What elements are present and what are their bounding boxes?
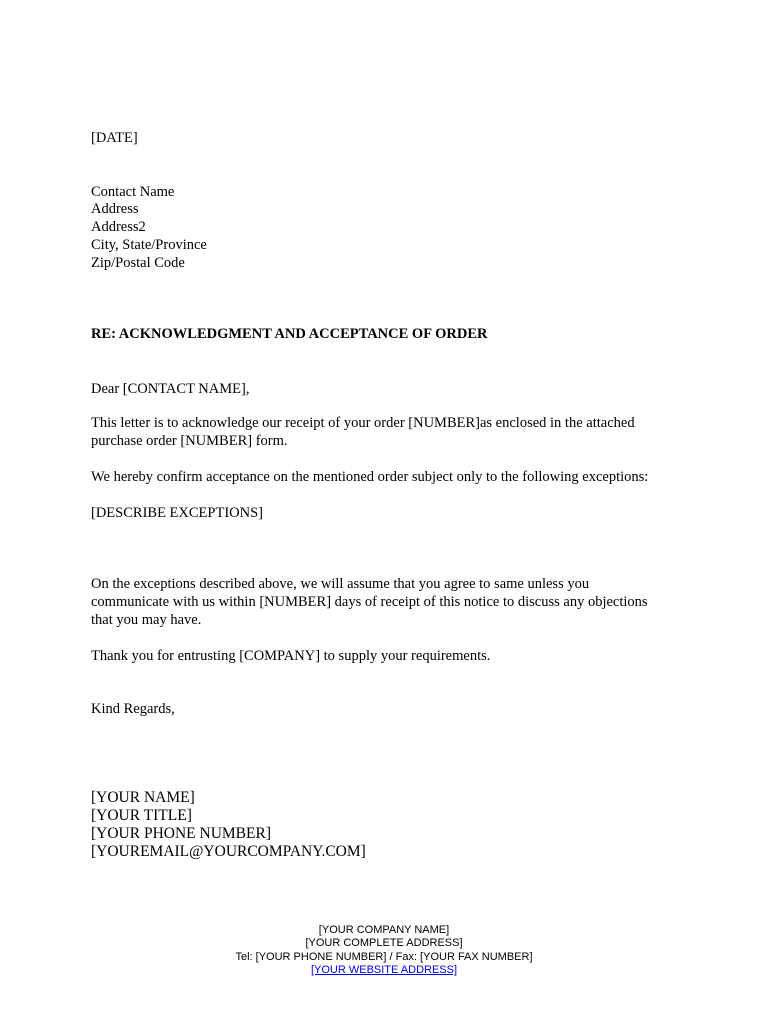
paragraph-line: purchase order [NUMBER] form. (91, 433, 288, 449)
paragraph-line: On the exceptions described above, we will assume that you agree to same unless you (91, 576, 590, 592)
footer-address: [YOUR COMPLETE ADDRESS] (305, 937, 463, 949)
footer-contact: Tel: [YOUR PHONE NUMBER] / Fax: [YOUR FAX NUMBER] (235, 951, 533, 963)
footer-website-link[interactable]: [YOUR WEBSITE ADDRESS] (310, 964, 458, 976)
recipient-address: Address (91, 201, 139, 217)
recipient-zip: Zip/Postal Code (91, 255, 185, 271)
paragraph-line: This letter is to acknowledge our receipt of your order [NUMBER]as enclosed in the attached (91, 415, 635, 431)
paragraph-line: that you may have. (91, 612, 202, 628)
signature-title: [YOUR TITLE] (91, 807, 192, 824)
paragraph-thank-you: Thank you for entrusting [COMPANY] to supply your requirements. (91, 648, 491, 664)
recipient-address2: Address2 (91, 219, 146, 235)
letter-salutation: Dear [CONTACT NAME], (91, 381, 250, 397)
signature-phone: [YOUR PHONE NUMBER] (91, 825, 271, 842)
footer-company-name: [YOUR COMPANY NAME] (318, 924, 450, 936)
recipient-city-state: City, State/Province (91, 237, 207, 253)
exceptions-placeholder: [DESCRIBE EXCEPTIONS] (91, 505, 263, 521)
recipient-contact-name: Contact Name (91, 184, 175, 200)
letter-subject: RE: ACKNOWLEDGMENT AND ACCEPTANCE OF ORDER (91, 326, 488, 342)
footer-website-row (0, 964, 768, 978)
paragraph-line: communicate with us within [NUMBER] days of receipt of this notice to discuss any objections (91, 594, 648, 610)
letter-closing: Kind Regards, (91, 701, 175, 717)
signature-email: [YOUREMAIL@YOURCOMPANY.COM] (91, 843, 366, 860)
letter-date: [DATE] (91, 130, 138, 146)
signature-name: [YOUR NAME] (91, 789, 195, 806)
paragraph-confirmation: We hereby confirm acceptance on the mentioned order subject only to the following exceptions: (91, 469, 649, 485)
